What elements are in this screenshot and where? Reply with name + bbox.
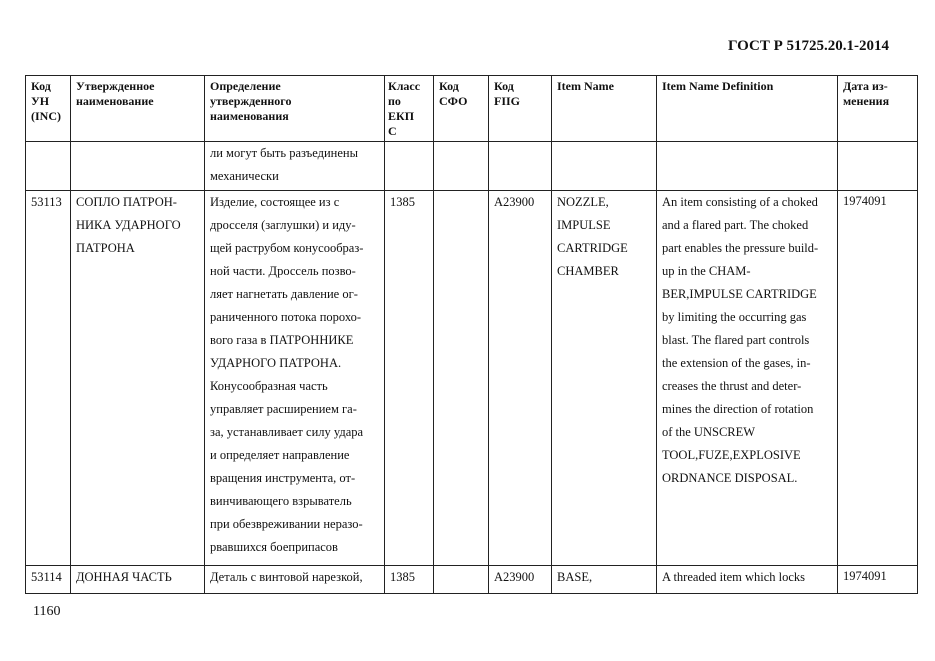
cell-item-name: BASE,	[552, 566, 657, 594]
cell-definition: Изделие, состоящее из с дросселя (заглушки) и иду- щей раструбом конусообраз- ной части. Дроссель позво- ляет нагнетать давление ог- раниченного потока порохо- вого газа в ПАТРОННИКЕ УДАРНОГО ПАТРОНА. Конусообразная часть управляет расширением га- за, устанавливает силу удара и определяет направление вращения инструмента, от- винчивающего взрыватель при обезвреживании неразо- рвавшихся боеприпасов	[205, 191, 385, 566]
header-fiig: Код FIIG	[489, 76, 552, 142]
cell-sfo	[434, 142, 489, 191]
cell-definition: Деталь с винтовой нарезкой,	[205, 566, 385, 594]
cell-change-date	[838, 142, 918, 191]
cell-fiig	[489, 142, 552, 191]
cell-approved-name	[71, 142, 205, 191]
nomenclature-table	[25, 75, 918, 594]
header-definition: Определение утвержденного наименования	[205, 76, 385, 142]
header-approved-name: Утвержденное наименование	[71, 76, 205, 142]
cell-sfo	[434, 566, 489, 594]
cell-definition: ли могут быть разъединены механически	[205, 142, 385, 191]
table-row	[26, 191, 918, 566]
cell-sfo	[434, 191, 489, 566]
cell-inc: 53114	[26, 566, 71, 594]
cell-item-name	[552, 142, 657, 191]
cell-inc: 53113	[26, 191, 71, 566]
cell-approved-name: ДОННАЯ ЧАСТЬ	[71, 566, 205, 594]
header-item-name: Item Name	[552, 76, 657, 142]
cell-change-date: 1974091	[838, 191, 918, 566]
cell-approved-name: СОПЛО ПАТРОН- НИКА УДАРНОГО ПАТРОНА	[71, 191, 205, 566]
cell-class: 1385	[385, 191, 434, 566]
cell-item-name-definition	[657, 142, 838, 191]
cell-inc	[26, 142, 71, 191]
cell-item-name: NOZZLE, IMPULSE CARTRIDGE CHAMBER	[552, 191, 657, 566]
cell-class	[385, 142, 434, 191]
cell-fiig: A23900	[489, 191, 552, 566]
cell-item-name-definition: An item consisting of a choked and a flared part. The choked part enables the pressure build- up in the CHAM- BER,IMPULSE CARTRIDGE by limiting the occurring gas blast. The flared part controls the extension of the gases, in- creases the thrust and deter- mines the direction of rotation of the UNSCREW TOOL,FUZE,EXPLOSIVE ORDNANCE DISPOSAL.	[657, 191, 838, 566]
table-row	[26, 566, 918, 594]
cell-change-date: 1974091	[838, 566, 918, 594]
header-change-date: Дата из- менения	[838, 76, 918, 142]
cell-item-name-definition: A threaded item which locks	[657, 566, 838, 594]
cell-class: 1385	[385, 566, 434, 594]
header-item-name-definition: Item Name Definition	[657, 76, 838, 142]
document-standard-number: ГОСТ Р 51725.20.1-2014	[727, 38, 889, 54]
cell-fiig: A23900	[489, 566, 552, 594]
header-sfo: Код СФО	[434, 76, 489, 142]
header-inc: Код УН (INC)	[26, 76, 71, 142]
table-row	[26, 142, 918, 191]
header-class: Класс по ЕКП С	[385, 76, 434, 142]
page-number: 1160	[33, 604, 61, 619]
table-header-row	[26, 76, 918, 142]
